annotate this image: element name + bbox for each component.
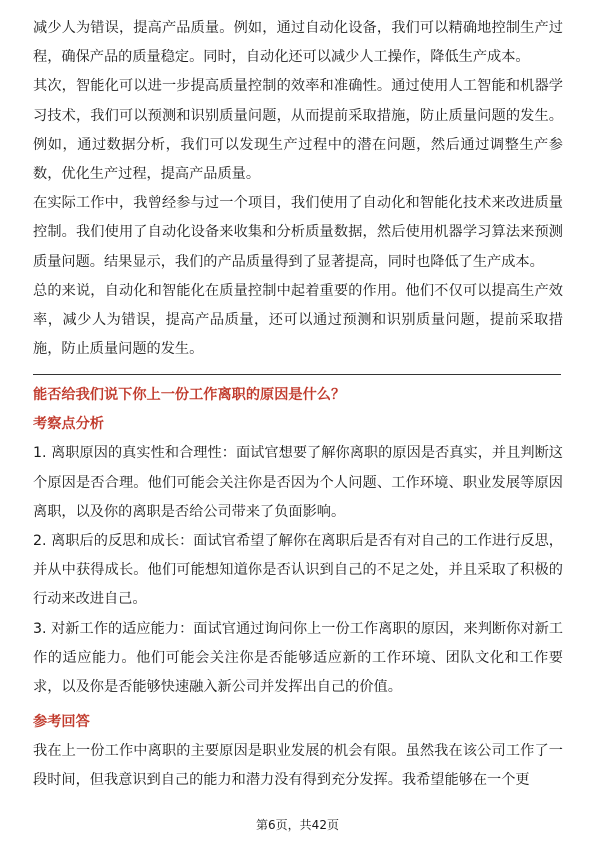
analysis-point-3: 3. 对新工作的适应能力：面试官通过询问你上一份工作离职的原因，来判断你对新工作的适应能力。他们可能会关注你是否能够适应新的工作环境、团队文化和工作要求，以及你是否能够快速融入新公司并发挥出自己的价值。 <box>33 620 563 696</box>
question-heading: 能否给我们说下你上一份工作离职的原因是什么？ <box>33 387 346 404</box>
intro-paragraph-2: 其次，智能化可以进一步提高质量控制的效率和准确性。通过使用人工智能和机器学习技术，我们可以预测和识别质量问题，从而提前采取措施，防止质量问题的发生。例如，通过数据分析，我们可以发现生产过程中的潜在问题，然后通过调整生产参数，优化生产过程，提高产品质量。 <box>33 78 563 183</box>
analysis-point-1: 1. 离职原因的真实性和合理性：面试官想要了解你离职的原因是否真实，并且判断这个原因是否合理。他们可能会关注你是否因为个人问题、工作环境、职业发展等原因离职，以及你的离职是否给公司带来了负面影响。 <box>33 445 563 520</box>
page-content <box>33 14 563 796</box>
section-divider <box>33 374 561 375</box>
analysis-point-2: 2. 离职后的反思和成长：面试官希望了解你在离职后是否有对自己的工作进行反思，并从中获得成长。他们可能想知道你是否认识到自己的不足之处，并且采取了积极的行动来改进自己。 <box>33 533 563 608</box>
intro-paragraph-3: 在实际工作中，我曾经参与过一个项目，我们使用了自动化和智能化技术来改进质量控制。我们使用了自动化设备来收集和分析质量数据，然后使用机器学习算法来预测质量问题。结果显示，我们的产品质量得到了显著提高，同时也降低了生产成本。 <box>33 195 563 270</box>
page-number-footer: 第6页，共42页 <box>256 818 339 832</box>
analysis-label: 考察点分析 <box>33 416 104 433</box>
intro-paragraph-4: 总的来说，自动化和智能化在质量控制中起着重要的作用。他们不仅可以提高生产效率，减少人为错误，提高产品质量，还可以通过预测和识别质量问题，提前采取措施，防止质量问题的发生。 <box>33 282 563 358</box>
intro-paragraph-1: 减少人为错误，提高产品质量。例如，通过自动化设备，我们可以精确地控制生产过程，确保产品的质量稳定。同时，自动化还可以减少人工操作，降低生产成本。 <box>33 20 563 66</box>
answer-text: 我在上一份工作中离职的主要原因是职业发展的机会有限。虽然我在该公司工作了一段时间，但我意识到自己的能力和潜力没有得到充分发挥。我希望能够在一个更 <box>33 743 563 789</box>
answer-label: 参考回答 <box>33 714 90 731</box>
